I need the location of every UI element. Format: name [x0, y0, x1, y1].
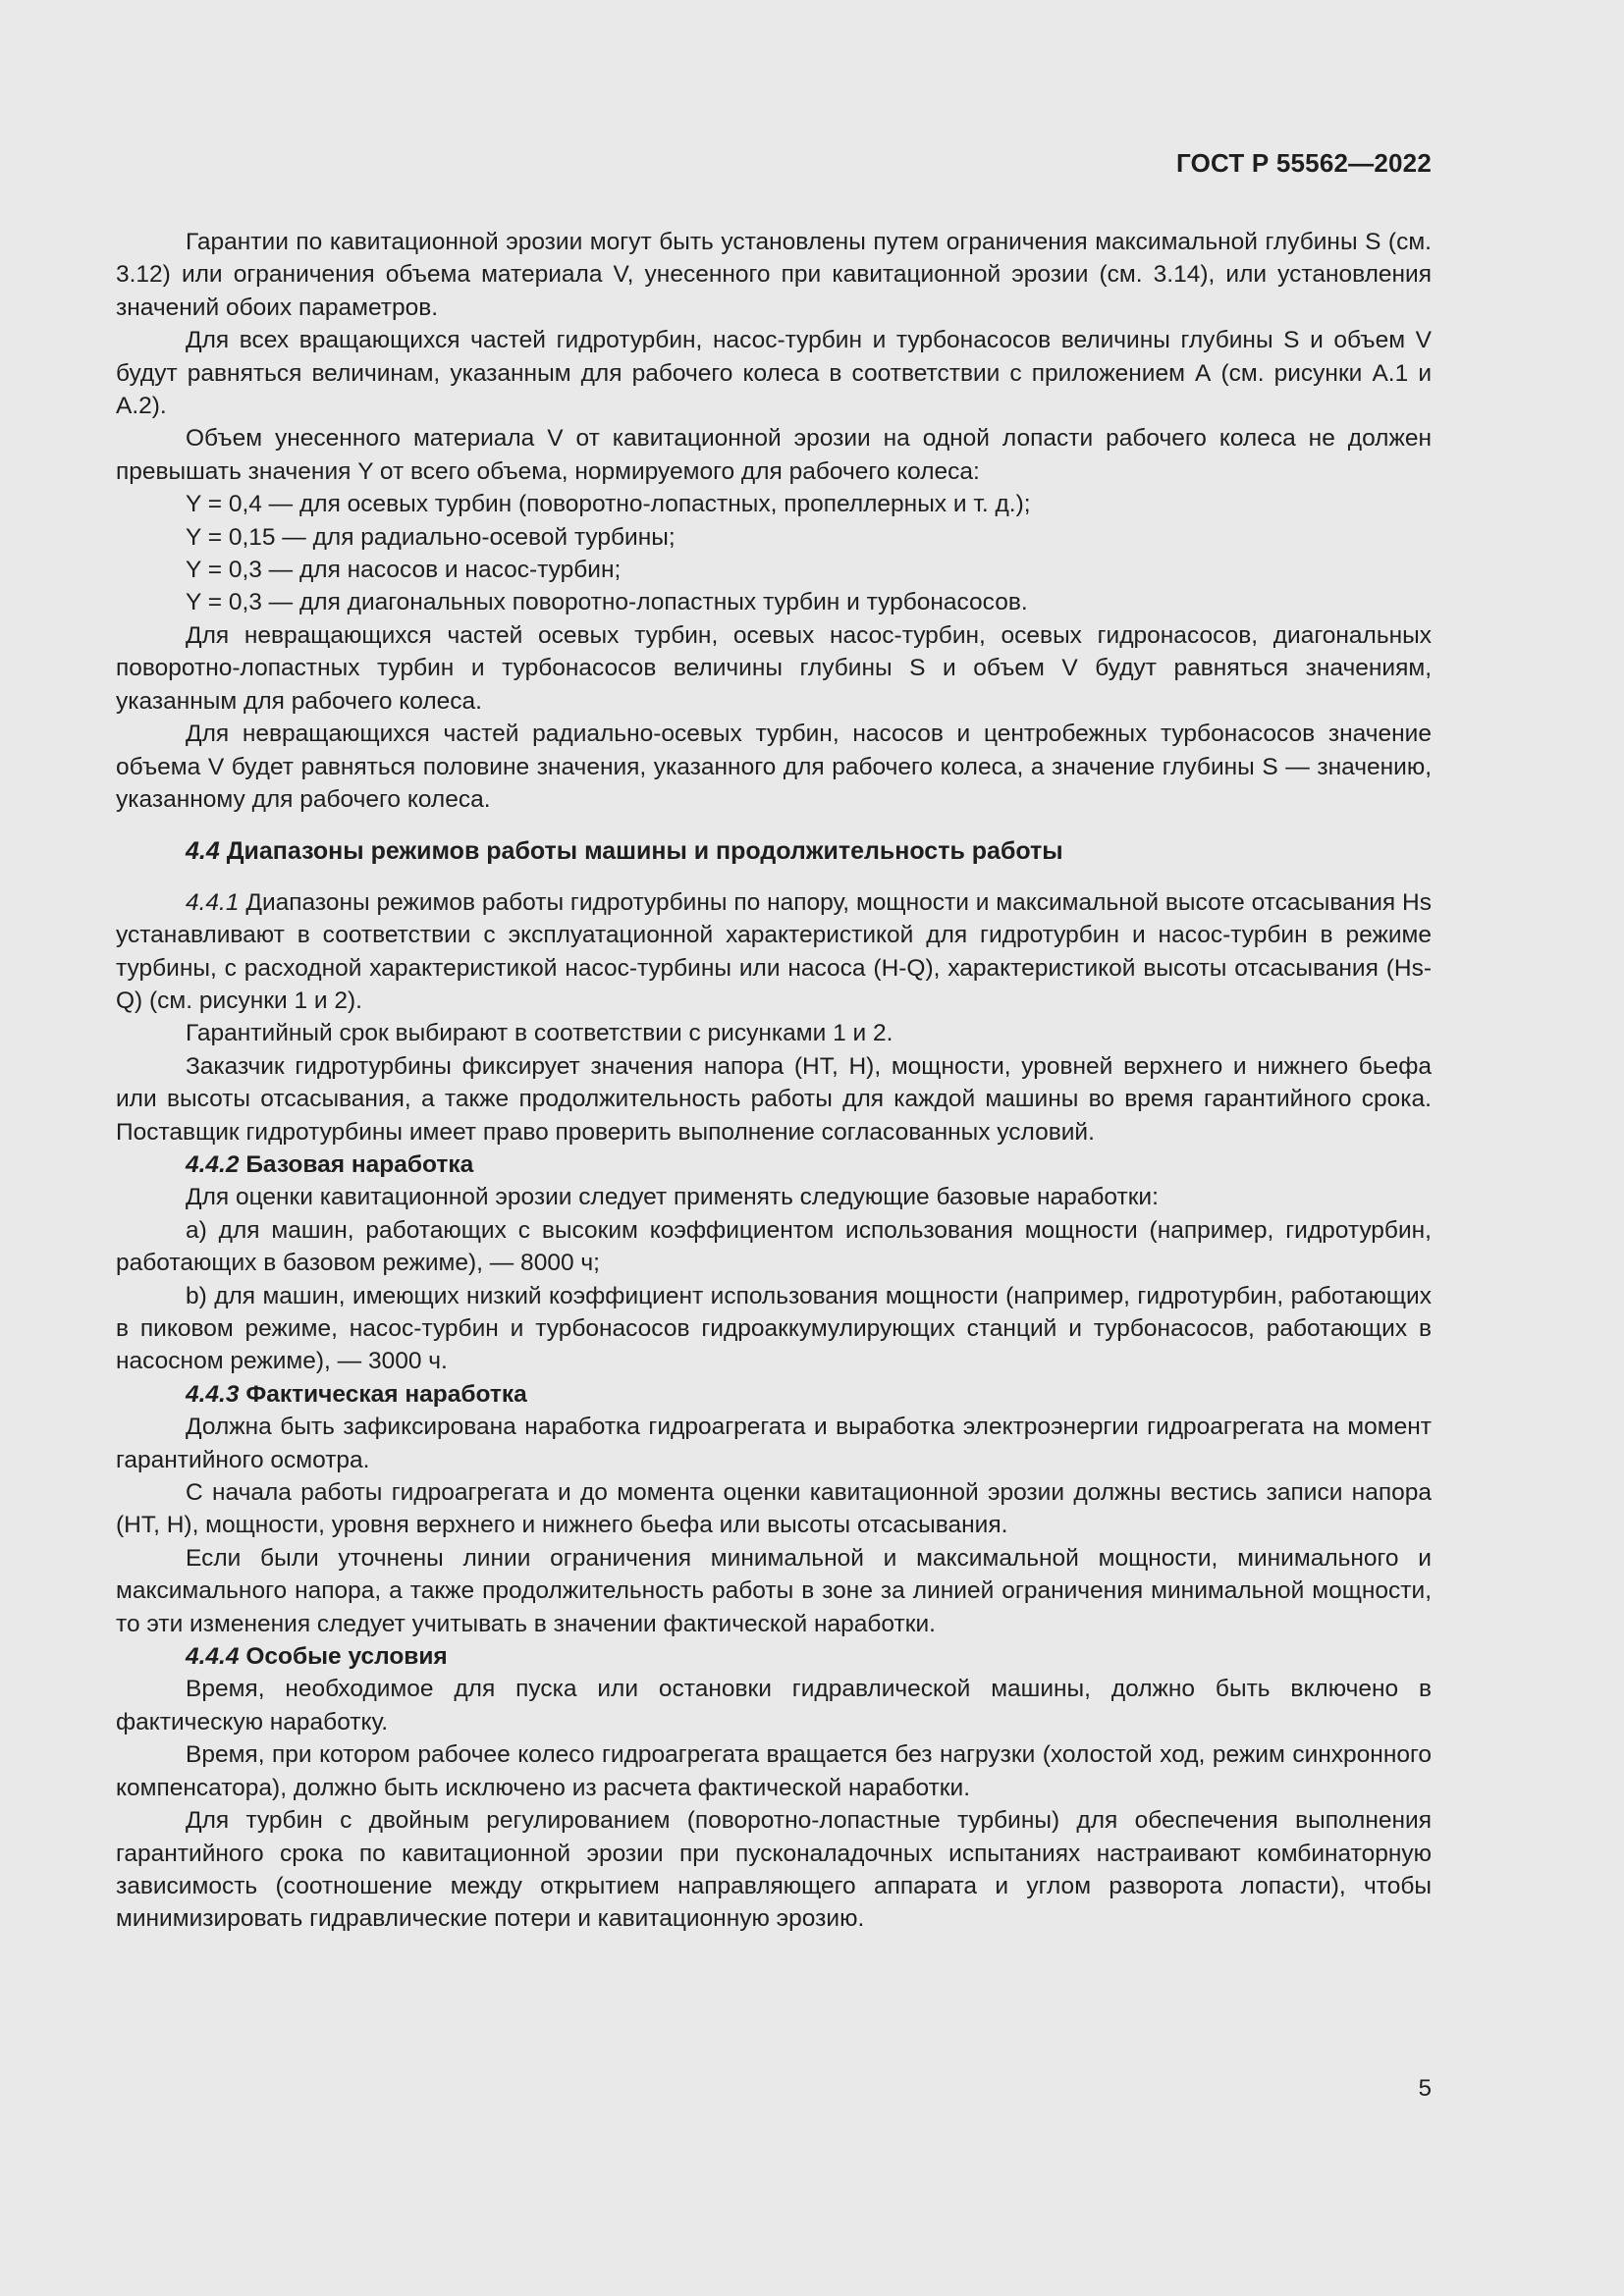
list-item: а) для машин, работающих с высоким коэффициентом использования мощности (например, гидротурбин, работающих в базовом режиме), — 8000 ч;: [116, 1216, 1432, 1277]
section-title: Особые условия: [245, 1643, 448, 1671]
section-number: 4.4.2: [186, 1150, 240, 1178]
list-item: b) для машин, имеющих низкий коэффициент использования мощности (например, гидротурбин, работающих в пиковом режиме, насос-турбин и турбонасосов гидроаккумулирующих станций и турбонасосов, работающих в насосном режиме), — 3000 ч.: [116, 1282, 1432, 1375]
section-title: Диапазоны режимов работы машины и продолжительность работы: [226, 837, 1063, 866]
list-item: Y = 0,15 — для радиально-осевой турбины;: [186, 523, 676, 551]
document-code-header: ГОСТ Р 55562—2022: [1176, 148, 1432, 178]
section-number: 4.4: [186, 837, 220, 866]
section-number: 4.4.3: [186, 1380, 240, 1408]
section-number: 4.4.1: [186, 888, 240, 916]
subsection-heading-4-4-4: [116, 1640, 1432, 1673]
paragraph: Гарантии по кавитационной эрозии могут быть установлены путем ограничения максимальной глубины S (см. 3.12) или ограничения объема материала V, унесенного при кавитационной эрозии (см. 3.14), или установления значений обоих параметров.: [116, 229, 1432, 321]
paragraph-text: Диапазоны режимов работы гидротурбины по напору, мощности и максимальной высоте отсасывания Hs устанавливают в соответствии с эксплуатационной характеристикой для гидротурбин и насос-турбин в режиме турбины, с расходной характеристикой насос-турбины или насоса (H-Q), характеристикой высоты отсасывания (Hs-Q) (см. рисунки 1 и 2).: [116, 888, 1432, 1014]
paragraph: Для невращающихся частей осевых турбин, осевых насос-турбин, осевых гидронасосов, диагональных поворотно-лопастных турбин и турбонасосов величины глубины S и объем V будут равняться значениям, указанным для рабочего колеса.: [116, 621, 1432, 715]
list-item: Y = 0,4 — для осевых турбин (поворотно-лопастных, пропеллерных и т. д.);: [186, 491, 1031, 518]
paragraph: Должна быть зафиксирована наработка гидроагрегата и выработка электроэнергии гидроагрегата на момент гарантийного осмотра.: [116, 1414, 1432, 1473]
subsection-heading-4-4-2: [116, 1148, 1432, 1181]
paragraph: Если были уточнены линии ограничения минимальной и максимальной мощности, минимального и максимального напора, а также продолжительность работы в зоне за линией ограничения минимальной мощности, то эти изменения следует учитывать в значении фактической наработки.: [116, 1544, 1432, 1637]
section-title: Базовая наработка: [245, 1150, 474, 1178]
subsection-heading-4-4-3: [116, 1378, 1432, 1411]
paragraph: Заказчик гидротурбины фиксирует значения напора (HT, H), мощности, уровней верхнего и нижнего бьефа или высоты отсасывания, а также продолжительность работы для каждой машины во время гарантийного срока. Поставщик гидротурбины имеет право проверить выполнение согласованных условий.: [116, 1052, 1432, 1146]
paragraph: Для невращающихся частей радиально-осевых турбин, насосов и центробежных турбонасосов значение объема V будет равняться половине значения, указанного для рабочего колеса, а значение глубины S — значению, указанному для рабочего колеса.: [116, 721, 1432, 813]
paragraph: Объем унесенного материала V от кавитационной эрозии на одной лопасти рабочего колеса не должен превышать значения Y от всего объема, нормируемого для рабочего колеса:: [116, 425, 1432, 485]
page-number: 5: [1418, 2075, 1432, 2102]
document-body: [116, 226, 1432, 1936]
section-number: 4.4.4: [186, 1643, 240, 1671]
paragraph: Время, при котором рабочее колесо гидроагрегата вращается без нагрузки (холостой ход, режим синхронного компенсатора), должно быть исключено из расчета фактической наработки.: [116, 1741, 1432, 1801]
paragraph: Для турбин с двойным регулированием (поворотно-лопастные турбины) для обеспечения выполнения гарантийного срока по кавитационной эрозии при пусконаладочных испытаниях настраивают комбинаторную зависимость (соотношение между открытием направляющего аппарата и углом разворота лопасти), чтобы минимизировать гидравлические потери и кавитационную эрозию.: [116, 1807, 1432, 1933]
paragraph: Время, необходимое для пуска или остановки гидравлической машины, должно быть включено в фактическую наработку.: [116, 1676, 1432, 1735]
section-heading-4-4: [116, 835, 1432, 868]
paragraph: [116, 886, 1432, 1018]
list-item: Y = 0,3 — для насосов и насос-турбин;: [186, 557, 622, 584]
paragraph: Для оценки кавитационной эрозии следует применять следующие базовые наработки:: [186, 1184, 1159, 1211]
paragraph: Гарантийный срок выбирают в соответствии с рисунками 1 и 2.: [186, 1020, 893, 1047]
paragraph: Для всех вращающихся частей гидротурбин, насос-турбин и турбонасосов величины глубины S и объем V будут равняться величинам, указанным для рабочего колеса в соответствии с приложением А (см. рисунки А.1 и А.2).: [116, 327, 1432, 420]
list-item: Y = 0,3 — для диагональных поворотно-лопастных турбин и турбонасосов.: [186, 589, 1028, 616]
paragraph: С начала работы гидроагрегата и до момента оценки кавитационной эрозии должны вестись записи напора (HT, H), мощности, уровня верхнего и нижнего бьефа или высоты отсасывания.: [116, 1479, 1432, 1539]
section-title: Фактическая наработка: [245, 1380, 527, 1408]
